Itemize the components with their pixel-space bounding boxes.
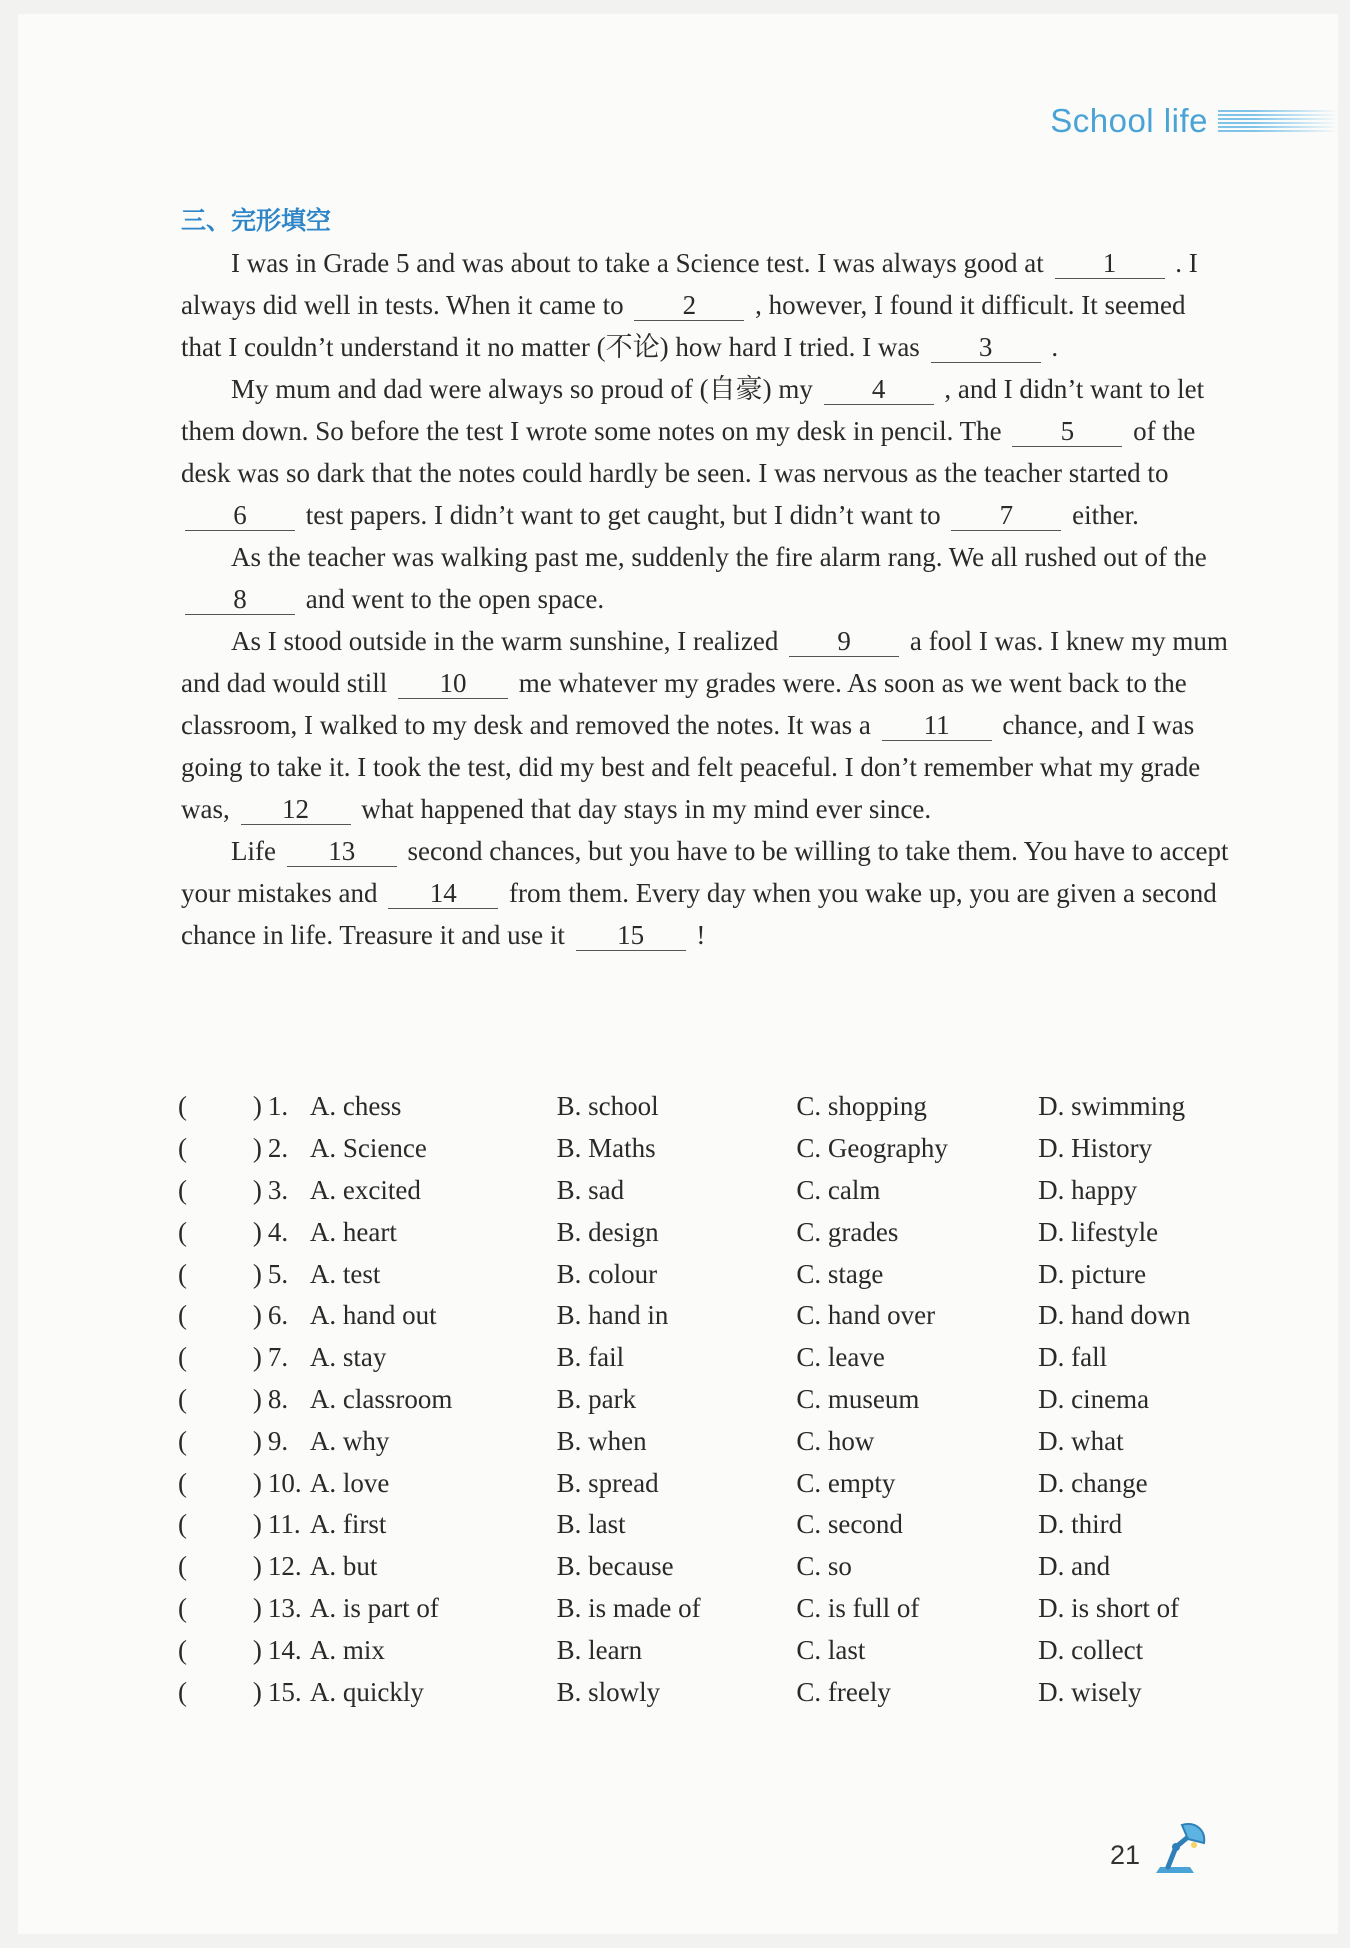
option-d: D. third (1038, 1509, 1123, 1540)
option-a: A. love (309, 1467, 390, 1498)
option-a: A. why (309, 1425, 390, 1456)
page-number: 21 (1110, 1840, 1141, 1870)
passage-text: I was in Grade 5 and was about to take a Science test. I was always good at (231, 248, 1044, 278)
answer-blank[interactable]: 8 (185, 584, 295, 615)
passage-text: My mum and dad were always so proud of (自豪) my (231, 374, 813, 404)
option-c: C. last (796, 1634, 866, 1665)
question-number: 14. (267, 1634, 302, 1665)
passage-text: As the teacher was walking past me, suddenly the fire alarm rang. We all rushed out of the (231, 542, 1207, 572)
answer-blank[interactable]: 4 (824, 374, 934, 405)
paren-close: ) (252, 1592, 262, 1623)
question-number: 13. (267, 1592, 302, 1623)
option-a: A. first (309, 1509, 387, 1540)
passage-paragraph (181, 242, 1231, 368)
question-number: 8. (267, 1383, 289, 1414)
section-title: 三、完形填空 (181, 206, 332, 235)
paren-open: ( (178, 1634, 187, 1665)
option-a: A. hand out (309, 1300, 437, 1331)
question-number: 11. (267, 1509, 301, 1540)
option-a: A. Science (309, 1133, 427, 1164)
option-c: C. Geography (796, 1133, 948, 1164)
question-row (178, 1546, 1238, 1588)
option-c: C. empty (796, 1467, 896, 1498)
option-d: D. happy (1038, 1174, 1138, 1205)
option-c: C. is full of (796, 1592, 920, 1623)
option-b: B. when (556, 1425, 647, 1456)
answer-blank[interactable]: 14 (388, 878, 498, 909)
option-b: B. last (556, 1509, 626, 1540)
passage-text: either. (1072, 500, 1139, 530)
question-row (178, 1588, 1238, 1630)
paren-close: ) (252, 1133, 262, 1164)
answer-blank[interactable]: 11 (882, 710, 992, 741)
passage-text: As I stood outside in the warm sunshine, I realized (231, 626, 779, 656)
passage-text: , however, I found it difficult. It seemed that I couldn’t understand it no matter (不论) how hard I tried. I was (181, 290, 1186, 362)
option-d: D. wisely (1038, 1676, 1142, 1707)
answer-parentheses[interactable] (178, 1217, 268, 1248)
paren-close: ) (252, 1676, 262, 1707)
option-a: A. is part of (309, 1592, 439, 1623)
paren-open: ( (178, 1133, 187, 1164)
option-b: B. sad (556, 1174, 625, 1205)
question-row (178, 1086, 1238, 1128)
answer-blank[interactable]: 3 (931, 332, 1041, 363)
answer-parentheses[interactable] (178, 1342, 268, 1373)
passage-text: a fool I was. I knew my mum and dad would still (181, 626, 1228, 698)
question-number: 1. (267, 1091, 289, 1122)
paren-close: ) (252, 1216, 262, 1247)
paren-close: ) (252, 1342, 262, 1373)
option-a: A. quickly (309, 1676, 424, 1707)
option-b: B. because (556, 1551, 674, 1582)
paren-open: ( (178, 1467, 187, 1498)
question-row (178, 1211, 1238, 1253)
paren-open: ( (178, 1258, 187, 1289)
passage-text: of the desk was so dark that the notes could hardly be seen. I was nervous as the teacher started to (181, 416, 1196, 488)
passage-paragraph (181, 536, 1231, 620)
question-row (178, 1671, 1238, 1713)
question-row (178, 1379, 1238, 1421)
passage-paragraph (181, 620, 1231, 830)
paren-open: ( (178, 1676, 187, 1707)
option-a: A. excited (309, 1174, 421, 1205)
option-a: A. stay (309, 1342, 387, 1373)
option-b: B. slowly (556, 1676, 661, 1707)
question-row (178, 1253, 1238, 1295)
option-d: D. and (1038, 1551, 1111, 1582)
answer-parentheses[interactable] (178, 1551, 268, 1582)
option-b: B. spread (556, 1467, 659, 1498)
option-d: D. collect (1038, 1634, 1144, 1665)
answer-blank[interactable]: 5 (1012, 416, 1122, 447)
option-c: C. second (796, 1509, 903, 1540)
question-row (178, 1295, 1238, 1337)
option-a: A. heart (309, 1216, 397, 1247)
passage-text: ! (696, 920, 706, 950)
answer-parentheses[interactable] (178, 1509, 268, 1540)
option-c: C. how (796, 1425, 875, 1456)
question-row (178, 1629, 1238, 1671)
option-b: B. learn (556, 1634, 643, 1665)
answer-blank[interactable]: 12 (241, 794, 351, 825)
passage-paragraph (181, 368, 1231, 536)
answer-blank[interactable]: 2 (634, 290, 744, 321)
question-number: 6. (267, 1300, 289, 1331)
question-row (178, 1170, 1238, 1212)
desk-lamp-icon (1148, 1817, 1212, 1881)
paren-open: ( (178, 1174, 187, 1205)
answer-parentheses[interactable] (178, 1259, 268, 1290)
passage-text: what happened that day stays in my mind ever since. (361, 794, 932, 824)
answer-parentheses[interactable] (178, 1468, 268, 1499)
option-c: C. museum (796, 1383, 920, 1414)
option-d: D. lifestyle (1038, 1216, 1159, 1247)
option-d: D. fall (1038, 1342, 1108, 1373)
option-d: D. picture (1038, 1258, 1147, 1289)
question-row (178, 1128, 1238, 1170)
option-d: D. History (1038, 1133, 1153, 1164)
paren-open: ( (178, 1300, 187, 1331)
paren-close: ) (252, 1383, 262, 1414)
answer-blank[interactable]: 9 (789, 626, 899, 657)
option-c: C. grades (796, 1216, 899, 1247)
question-options (178, 1086, 1238, 1713)
paren-close: ) (252, 1174, 262, 1205)
passage-text: from them. Every day when you wake up, you are given a second chance in life. Treasure it and use it (181, 878, 1217, 950)
answer-blank[interactable]: 6 (185, 500, 295, 531)
option-b: B. fail (556, 1342, 625, 1373)
option-d: D. swimming (1038, 1091, 1186, 1122)
passage-text: chance, and I was going to take it. I took the test, did my best and felt peaceful. I don’t remember what my grade was, (181, 710, 1201, 824)
option-d: D. what (1038, 1425, 1124, 1456)
paren-open: ( (178, 1592, 187, 1623)
question-row (178, 1337, 1238, 1379)
answer-blank[interactable]: 15 (576, 920, 686, 951)
question-number: 9. (267, 1425, 289, 1456)
paren-open: ( (178, 1509, 187, 1540)
passage-text: . I always did well in tests. When it came to (181, 248, 1198, 320)
option-d: D. hand down (1038, 1300, 1191, 1331)
answer-parentheses[interactable] (178, 1426, 268, 1457)
option-a: A. chess (309, 1091, 402, 1122)
paren-close: ) (252, 1300, 262, 1331)
option-b: B. park (556, 1383, 637, 1414)
option-a: A. test (309, 1258, 381, 1289)
paren-close: ) (252, 1634, 262, 1665)
passage-text: . (1051, 332, 1059, 362)
unit-title: School life (1050, 102, 1208, 139)
option-b: B. school (556, 1091, 659, 1122)
option-b: B. hand in (556, 1300, 669, 1331)
option-d: D. is short of (1038, 1592, 1180, 1623)
passage-text: test papers. I didn’t want to get caught, but I didn’t want to (305, 500, 941, 530)
answer-parentheses[interactable] (178, 1091, 268, 1122)
paren-open: ( (178, 1216, 187, 1247)
question-number: 15. (267, 1676, 302, 1707)
passage-text: , and I didn’t want to let them down. So before the test I wrote some notes on my desk in pencil. The (181, 374, 1205, 446)
passage-text: Life (231, 836, 276, 866)
option-b: B. colour (556, 1258, 658, 1289)
answer-parentheses[interactable] (178, 1635, 268, 1666)
question-row (178, 1462, 1238, 1504)
option-c: C. leave (796, 1342, 885, 1373)
answer-parentheses[interactable] (178, 1593, 268, 1624)
question-row (178, 1504, 1238, 1546)
paren-open: ( (178, 1091, 187, 1122)
passage-paragraph (181, 830, 1231, 956)
paren-close: ) (252, 1551, 262, 1582)
option-d: D. cinema (1038, 1383, 1150, 1414)
option-c: C. shopping (796, 1091, 927, 1122)
paren-open: ( (178, 1342, 187, 1373)
paren-open: ( (178, 1383, 187, 1414)
question-number: 5. (267, 1258, 289, 1289)
option-c: C. hand over (796, 1300, 936, 1331)
header-stripes-decoration (1218, 110, 1338, 132)
option-b: B. is made of (556, 1592, 701, 1623)
question-number: 2. (267, 1133, 289, 1164)
unit-header (1050, 102, 1338, 140)
option-c: C. stage (796, 1258, 884, 1289)
question-number: 10. (267, 1467, 302, 1498)
answer-blank[interactable]: 13 (287, 836, 397, 867)
passage-text: and went to the open space. (305, 584, 605, 614)
question-number: 3. (267, 1174, 289, 1205)
passage-text: second chances, but you have to be willing to take them. You have to accept your mistakes and (181, 836, 1229, 908)
answer-parentheses[interactable] (178, 1300, 268, 1331)
answer-blank[interactable]: 7 (951, 500, 1061, 531)
option-c: C. so (796, 1551, 852, 1582)
option-d: D. change (1038, 1467, 1148, 1498)
paren-close: ) (252, 1091, 262, 1122)
question-number: 7. (267, 1342, 289, 1373)
question-row (178, 1420, 1238, 1462)
paren-close: ) (252, 1425, 262, 1456)
answer-parentheses[interactable] (178, 1175, 268, 1206)
paren-open: ( (178, 1551, 187, 1582)
option-c: C. freely (796, 1676, 891, 1707)
question-number: 12. (267, 1551, 302, 1582)
question-number: 4. (267, 1216, 289, 1247)
paren-close: ) (252, 1467, 262, 1498)
option-a: A. mix (309, 1634, 385, 1665)
option-b: B. design (556, 1216, 659, 1247)
option-a: A. classroom (309, 1383, 453, 1414)
paren-close: ) (252, 1258, 262, 1289)
paren-open: ( (178, 1425, 187, 1456)
answer-blank[interactable]: 1 (1055, 248, 1165, 279)
paren-close: ) (252, 1509, 262, 1540)
option-b: B. Maths (556, 1133, 656, 1164)
answer-blank[interactable]: 10 (398, 668, 508, 699)
option-a: A. but (309, 1551, 378, 1582)
answer-parentheses[interactable] (178, 1384, 268, 1415)
answer-parentheses[interactable] (178, 1677, 268, 1708)
answer-parentheses[interactable] (178, 1133, 268, 1164)
option-c: C. calm (796, 1174, 881, 1205)
passage-text: me whatever my grades were. As soon as we went back to the classroom, I walked to my desk and removed the notes. It was a (181, 668, 1187, 740)
worksheet-page (18, 14, 1338, 1934)
cloze-passage (181, 242, 1231, 956)
